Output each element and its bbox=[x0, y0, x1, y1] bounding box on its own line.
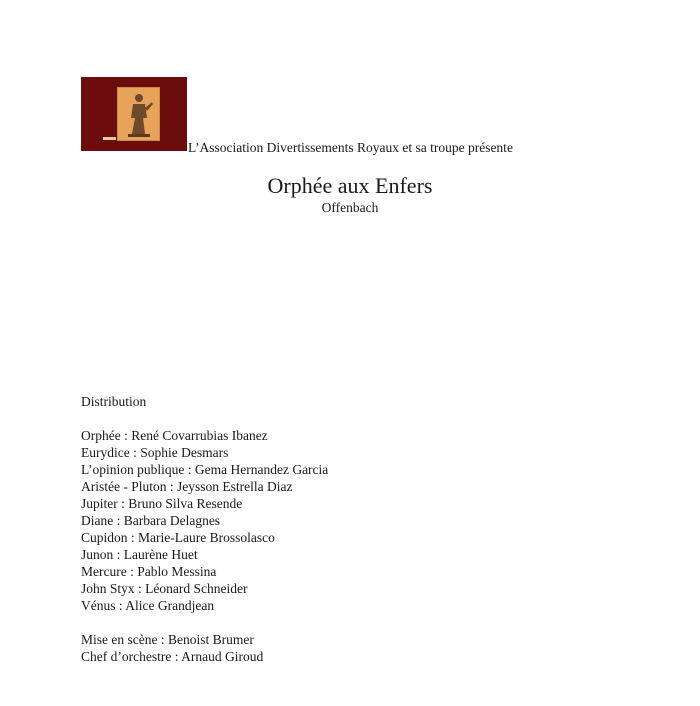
crew-item: Mise en scène : Benoist Brumer bbox=[81, 632, 254, 647]
crew-item: Chef d’orchestre : Arnaud Giroud bbox=[81, 649, 264, 664]
presenter-line: L’Association Divertissements Royaux et sa troupe présente bbox=[188, 140, 513, 155]
cast-heading: Distribution bbox=[81, 394, 147, 409]
cast-item: Junon : Laurène Huet bbox=[81, 547, 198, 562]
composer-name: Offenbach bbox=[321, 200, 379, 215]
cast-item: L’opinion publique : Gema Hernandez Garcia bbox=[81, 462, 329, 477]
cast-item: Diane : Barbara Delagnes bbox=[81, 513, 221, 528]
cast-item: Jupiter : Bruno Silva Resende bbox=[81, 496, 243, 511]
cast-item: Cupidon : Marie-Laure Brossolasco bbox=[81, 530, 275, 545]
page-title: Orphée aux Enfers bbox=[267, 173, 433, 198]
cast-item: Eurydice : Sophie Desmars bbox=[81, 445, 229, 460]
cast-list bbox=[81, 427, 328, 614]
crew-list bbox=[81, 631, 328, 665]
cast-section bbox=[81, 393, 328, 665]
figure-emblem-icon bbox=[117, 87, 160, 141]
cast-item: John Styx : Léonard Schneider bbox=[81, 581, 248, 596]
logo-base-mark bbox=[103, 137, 116, 140]
cast-item: Orphée : René Covarrubias Ibanez bbox=[81, 428, 268, 443]
cast-item: Aristée - Pluton : Jeysson Estrella Diaz bbox=[81, 479, 293, 494]
cast-item: Mercure : Pablo Messina bbox=[81, 564, 217, 579]
cast-item: Vénus : Alice Grandjean bbox=[81, 598, 215, 613]
association-logo bbox=[81, 77, 187, 151]
